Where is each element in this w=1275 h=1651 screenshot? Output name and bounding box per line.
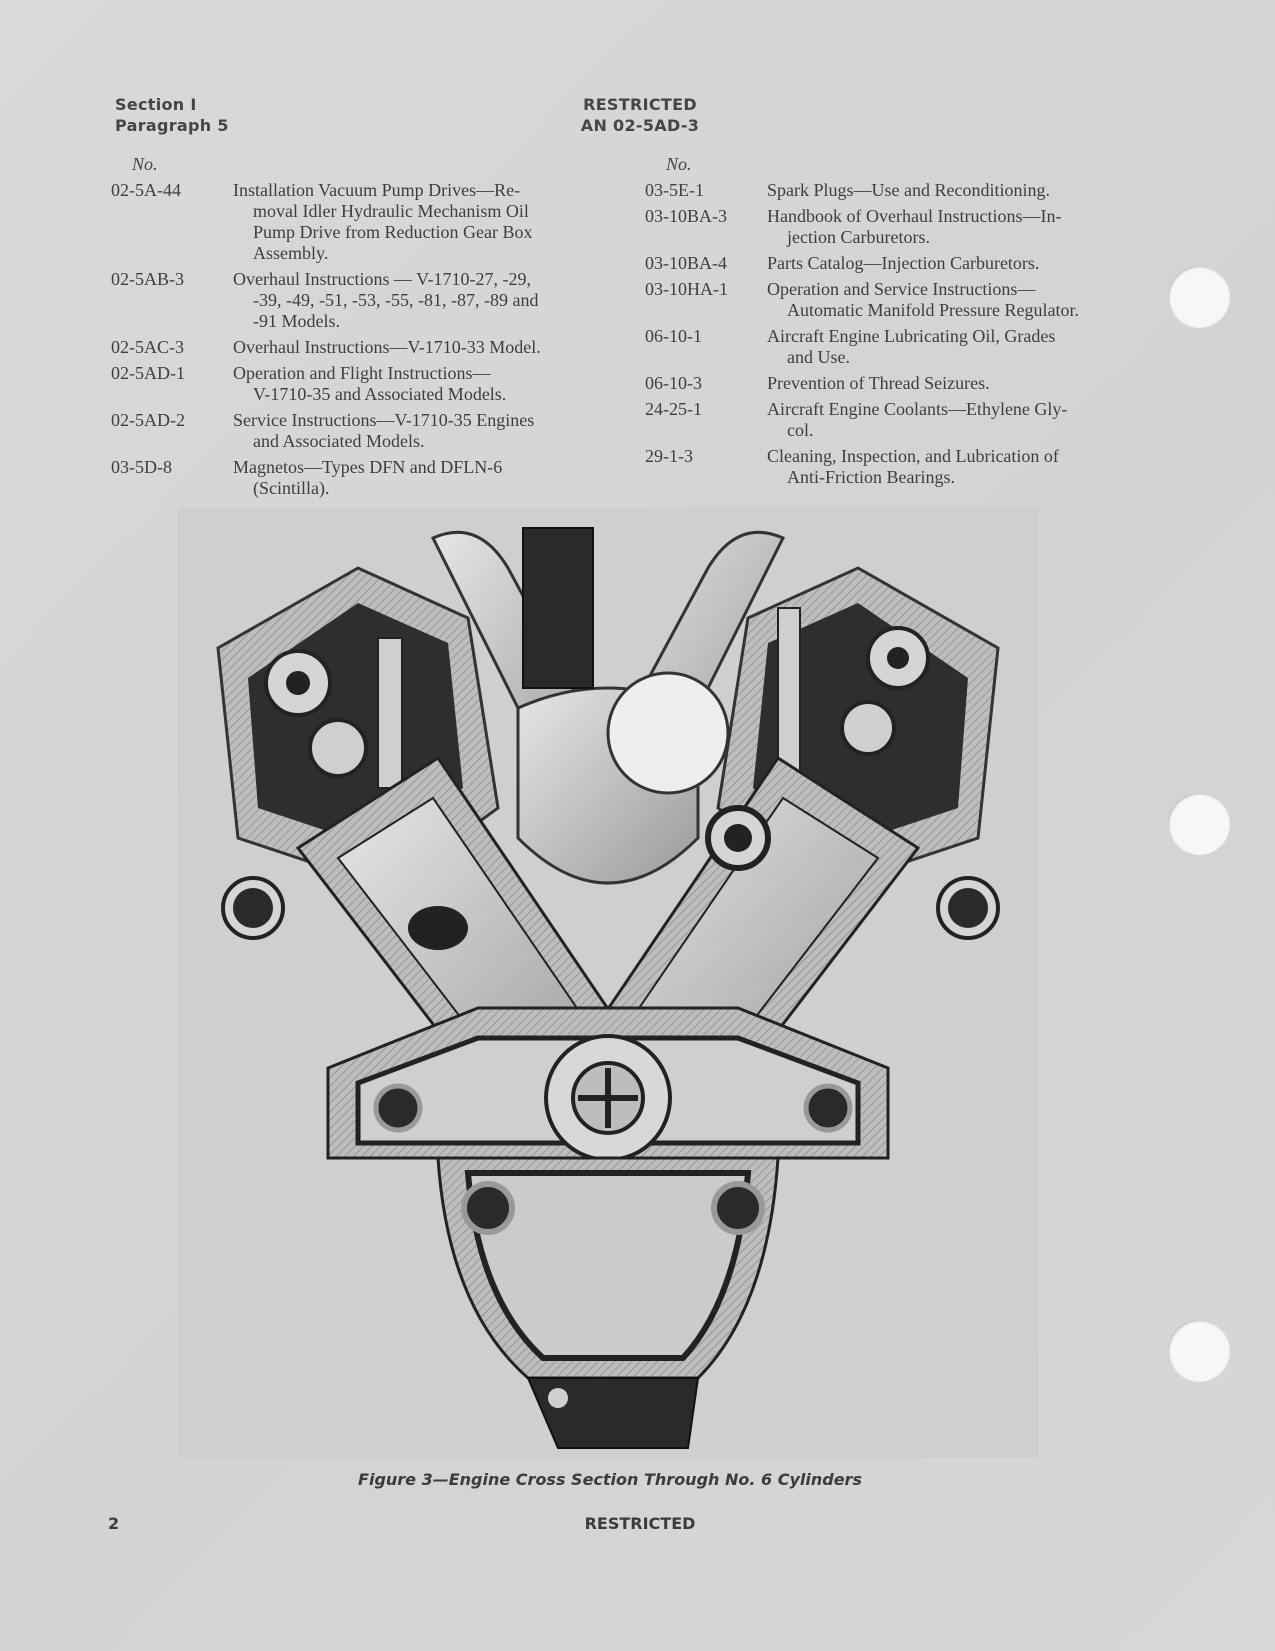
footer-classification: RESTRICTED bbox=[584, 1514, 696, 1533]
publications-list-right bbox=[645, 180, 1135, 493]
publication-number: 02-5AB-3 bbox=[111, 269, 184, 289]
publication-title: Magnetos—Types DFN and DFLN-6 (Scintilla). bbox=[233, 457, 503, 498]
publication-title: Operation and Flight Instructions— V-1710-35 and Associated Models. bbox=[233, 363, 507, 404]
publication-row bbox=[111, 269, 597, 332]
publication-number: 02-5A-44 bbox=[111, 180, 181, 200]
figure-caption: Figure 3—Engine Cross Section Through No. 6 Cylinders bbox=[358, 1470, 862, 1489]
publication-row bbox=[645, 206, 1135, 248]
publication-number: 03-10BA-4 bbox=[645, 253, 727, 273]
publication-title: Spark Plugs—Use and Reconditioning. bbox=[767, 180, 1050, 200]
publication-title: Overhaul Instructions — V-1710-27, -29, -39, -49, -51, -53, -55, -81, -87, -89 and -91 Models. bbox=[233, 269, 539, 331]
publication-row bbox=[645, 253, 1135, 274]
classification-label: RESTRICTED bbox=[583, 95, 697, 114]
publication-row bbox=[111, 410, 597, 452]
publication-number: 24-25-1 bbox=[645, 399, 702, 419]
publication-row bbox=[645, 399, 1135, 441]
publication-number: 03-10BA-3 bbox=[645, 206, 727, 226]
publication-number: 06-10-3 bbox=[645, 373, 702, 393]
publication-number: 03-10HA-1 bbox=[645, 279, 728, 299]
publication-title: Installation Vacuum Pump Drives—Re- moval Idler Hydraulic Mechanism Oil Pump Drive from Reduction Gear Box Assembly. bbox=[233, 180, 533, 263]
page-number: 2 bbox=[108, 1514, 120, 1533]
publication-number: 06-10-1 bbox=[645, 326, 702, 346]
document-header bbox=[520, 94, 760, 136]
publication-title: Prevention of Thread Seizures. bbox=[767, 373, 990, 393]
publication-row bbox=[645, 373, 1135, 394]
publication-number: 29-1-3 bbox=[645, 446, 693, 466]
publication-title: Aircraft Engine Coolants—Ethylene Gly- col. bbox=[767, 399, 1068, 440]
right-column-header: No. bbox=[666, 154, 692, 174]
publication-title: Cleaning, Inspection, and Lubrication of Anti-Friction Bearings. bbox=[767, 446, 1059, 487]
publication-row bbox=[645, 446, 1135, 488]
publications-list-left bbox=[111, 180, 597, 504]
engine-cross-section-figure bbox=[178, 508, 1038, 1458]
publication-row bbox=[645, 180, 1135, 201]
publication-row bbox=[111, 457, 597, 499]
engine-illustration-icon bbox=[178, 508, 1038, 1458]
publication-title: Aircraft Engine Lubricating Oil, Grades and Use. bbox=[767, 326, 1056, 367]
punch-hole bbox=[1168, 266, 1230, 328]
publication-title: Parts Catalog—Injection Carburetors. bbox=[767, 253, 1040, 273]
publication-row bbox=[111, 180, 597, 264]
publication-title: Service Instructions—V-1710-35 Engines and Associated Models. bbox=[233, 410, 535, 451]
publication-title: Handbook of Overhaul Instructions—In- jection Carburetors. bbox=[767, 206, 1062, 247]
left-column-header: No. bbox=[132, 154, 158, 174]
publication-number: 02-5AD-2 bbox=[111, 410, 185, 430]
publication-row bbox=[111, 337, 597, 358]
punch-hole bbox=[1168, 793, 1230, 855]
publication-number: 02-5AC-3 bbox=[111, 337, 184, 357]
publication-row bbox=[645, 326, 1135, 368]
publication-number: 03-5E-1 bbox=[645, 180, 704, 200]
publication-number: 03-5D-8 bbox=[111, 457, 172, 477]
publication-title: Overhaul Instructions—V-1710-33 Model. bbox=[233, 337, 541, 357]
document-number: AN 02-5AD-3 bbox=[580, 116, 700, 135]
paragraph-label: Paragraph 5 bbox=[115, 116, 229, 135]
section-label: Section I bbox=[115, 95, 197, 114]
publication-row bbox=[645, 279, 1135, 321]
punch-hole bbox=[1168, 1320, 1230, 1382]
publication-title: Operation and Service Instructions— Automatic Manifold Pressure Regulator. bbox=[767, 279, 1079, 320]
publication-number: 02-5AD-1 bbox=[111, 363, 185, 383]
section-header bbox=[115, 94, 229, 136]
publication-row bbox=[111, 363, 597, 405]
